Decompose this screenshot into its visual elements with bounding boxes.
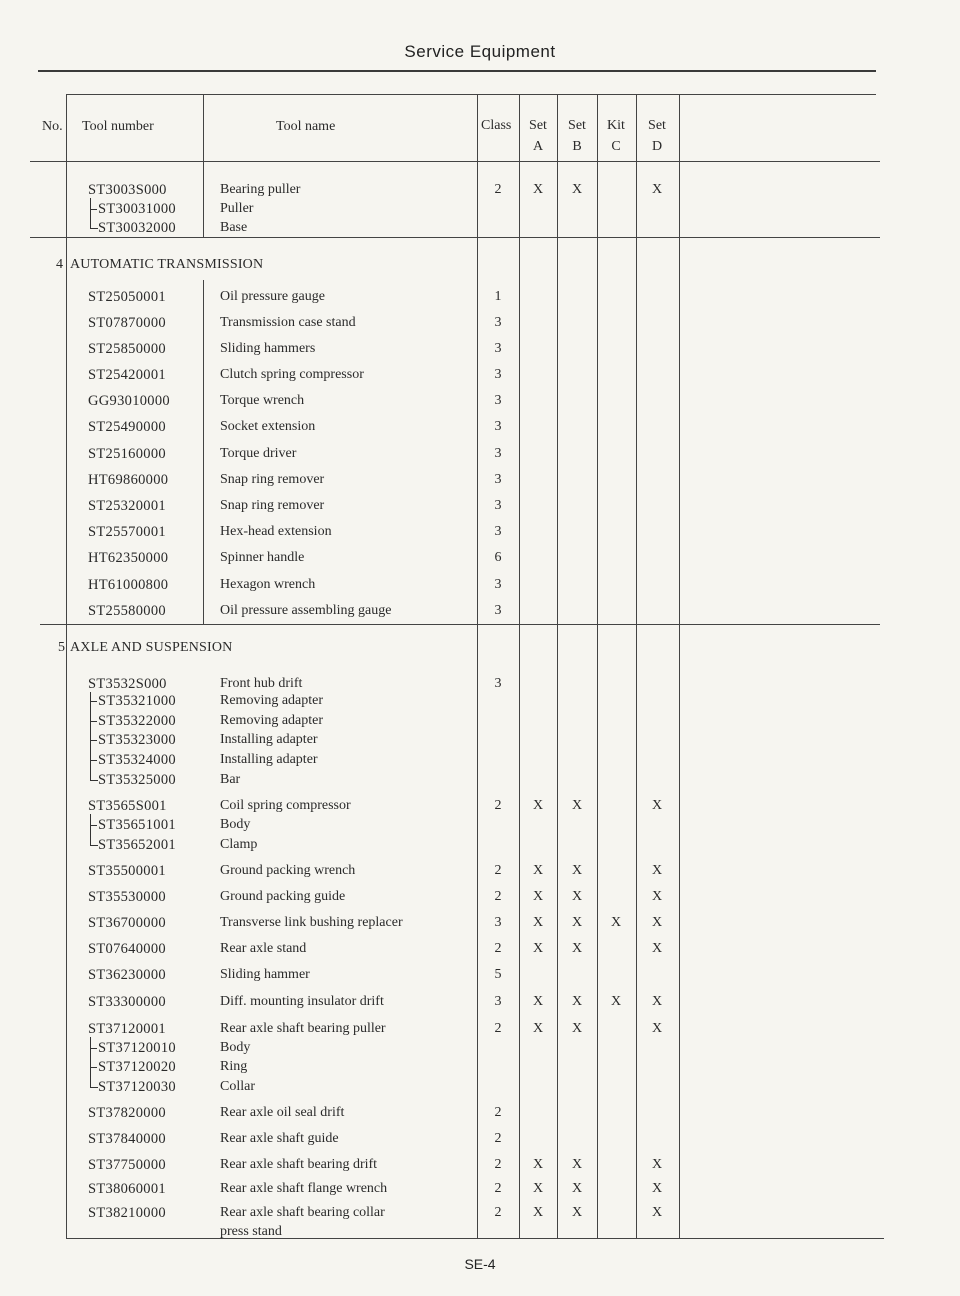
tool-name: Clamp bbox=[220, 837, 258, 852]
class-value: 2 bbox=[494, 1131, 502, 1146]
tool-number: ST25050001 bbox=[88, 289, 166, 305]
class-value: 2 bbox=[494, 182, 502, 197]
tool-name: Front hub drift bbox=[220, 676, 303, 691]
class-value: 3 bbox=[494, 446, 502, 461]
set-mark: X bbox=[571, 798, 583, 813]
tree-connector bbox=[90, 814, 98, 846]
header-set-d: Set bbox=[648, 118, 666, 133]
tool-name: Snap ring remover bbox=[220, 472, 325, 487]
class-value: 2 bbox=[494, 1205, 502, 1220]
tool-number: ST07640000 bbox=[88, 941, 166, 957]
set-mark: X bbox=[651, 1205, 663, 1220]
section-title: AUTOMATIC TRANSMISSION bbox=[70, 257, 264, 272]
set-mark: X bbox=[532, 863, 544, 878]
tool-number: ST25580000 bbox=[88, 603, 166, 619]
tool-number: ST35500001 bbox=[88, 863, 166, 879]
table-bottom-rule bbox=[66, 1238, 884, 1239]
tool-name: Bar bbox=[220, 772, 241, 787]
tool-number: ST37750000 bbox=[88, 1157, 166, 1173]
class-value: 3 bbox=[494, 498, 502, 513]
class-value: 2 bbox=[494, 1021, 502, 1036]
class-value: 1 bbox=[494, 289, 502, 304]
class-value: 3 bbox=[494, 994, 502, 1009]
tool-number: ST37120001 bbox=[88, 1021, 166, 1037]
header-no: No. bbox=[42, 119, 63, 134]
set-mark: X bbox=[532, 1157, 544, 1172]
group-rule-5 bbox=[40, 624, 880, 625]
set-mark: X bbox=[651, 1157, 663, 1172]
tool-name: Socket extension bbox=[220, 419, 316, 434]
set-mark: X bbox=[532, 941, 544, 956]
col-divider-end bbox=[679, 94, 680, 1238]
col-divider-setd bbox=[636, 94, 637, 1238]
class-value: 3 bbox=[494, 524, 502, 539]
section-number: 5 bbox=[58, 640, 66, 655]
col-divider-name bbox=[203, 280, 204, 624]
set-mark: X bbox=[651, 182, 663, 197]
page-title: Service Equipment bbox=[404, 42, 556, 61]
tool-number: ST37840000 bbox=[88, 1131, 166, 1147]
tool-number: ST35323000 bbox=[98, 732, 176, 748]
tool-name: Bearing puller bbox=[220, 182, 301, 197]
tool-number: HT69860000 bbox=[88, 472, 169, 488]
col-divider-setb bbox=[557, 94, 558, 1238]
tool-number: HT62350000 bbox=[88, 550, 169, 566]
set-mark: X bbox=[571, 1021, 583, 1036]
set-mark: X bbox=[571, 889, 583, 904]
tool-name: Torque wrench bbox=[220, 393, 305, 408]
tool-name: Transverse link bushing replacer bbox=[220, 915, 403, 930]
tool-number: ST37120010 bbox=[98, 1040, 176, 1056]
set-mark: X bbox=[571, 1181, 583, 1196]
header-kit-c: Kit bbox=[607, 118, 625, 133]
header-set-b: Set bbox=[568, 118, 586, 133]
class-value: 3 bbox=[494, 676, 502, 691]
tree-connector bbox=[90, 692, 98, 781]
tool-name: Collar bbox=[220, 1079, 255, 1094]
tool-name: Puller bbox=[220, 201, 254, 216]
tool-number: ST25320001 bbox=[88, 498, 166, 514]
set-mark: X bbox=[651, 889, 663, 904]
class-value: 3 bbox=[494, 315, 502, 330]
col-divider-seta bbox=[519, 94, 520, 1238]
tree-connector bbox=[90, 1037, 98, 1088]
tool-name: Hexagon wrench bbox=[220, 577, 316, 592]
tool-number: ST25570001 bbox=[88, 524, 166, 540]
tool-number: ST37120030 bbox=[98, 1079, 176, 1095]
tool-name: Rear axle shaft flange wrench bbox=[220, 1181, 388, 1196]
class-value: 3 bbox=[494, 367, 502, 382]
group-rule-4 bbox=[30, 237, 880, 238]
tool-name: Body bbox=[220, 817, 251, 832]
header-kit-c-letter: C bbox=[611, 139, 621, 154]
class-value: 6 bbox=[494, 550, 502, 565]
set-mark: X bbox=[651, 1181, 663, 1196]
section-title: AXLE AND SUSPENSION bbox=[70, 640, 233, 655]
header-set-d-letter: D bbox=[651, 139, 663, 154]
tree-connector bbox=[90, 198, 98, 229]
set-mark: X bbox=[532, 915, 544, 930]
class-value: 2 bbox=[494, 1181, 502, 1196]
tool-name: Coil spring compressor bbox=[220, 798, 351, 813]
set-mark: X bbox=[532, 1181, 544, 1196]
set-mark: X bbox=[651, 915, 663, 930]
set-mark: X bbox=[651, 941, 663, 956]
class-value: 2 bbox=[494, 863, 502, 878]
set-mark: X bbox=[571, 182, 583, 197]
header-set-b-letter: B bbox=[572, 139, 582, 154]
tool-name: Torque driver bbox=[220, 446, 297, 461]
tool-name: Rear axle stand bbox=[220, 941, 307, 956]
header-tool-number: Tool number bbox=[82, 119, 154, 134]
tool-name: Rear axle shaft bearing drift bbox=[220, 1157, 378, 1172]
set-mark: X bbox=[651, 863, 663, 878]
class-value: 2 bbox=[494, 1105, 502, 1120]
tool-number: ST3565S001 bbox=[88, 798, 167, 814]
col-divider-class bbox=[477, 94, 478, 1238]
class-value: 3 bbox=[494, 603, 502, 618]
set-mark: X bbox=[532, 798, 544, 813]
tool-number: ST25850000 bbox=[88, 341, 166, 357]
tool-number: ST37120020 bbox=[98, 1059, 176, 1075]
tool-number: ST35324000 bbox=[98, 752, 176, 768]
header-tool-name: Tool name bbox=[276, 119, 336, 134]
header-set-a: Set bbox=[529, 118, 547, 133]
tool-number: GG93010000 bbox=[88, 393, 170, 409]
tool-name: press stand bbox=[220, 1224, 282, 1239]
tool-name: Rear axle oil seal drift bbox=[220, 1105, 345, 1120]
tool-name: Sliding hammer bbox=[220, 967, 310, 982]
class-value: 2 bbox=[494, 798, 502, 813]
tool-number: ST37820000 bbox=[88, 1105, 166, 1121]
tool-name: Body bbox=[220, 1040, 251, 1055]
tool-name: Oil pressure assembling gauge bbox=[220, 603, 392, 618]
tool-name: Ring bbox=[220, 1059, 248, 1074]
set-mark: X bbox=[571, 915, 583, 930]
class-value: 3 bbox=[494, 393, 502, 408]
tool-number: ST36230000 bbox=[88, 967, 166, 983]
tool-number: ST38210000 bbox=[88, 1205, 166, 1221]
tool-name: Removing adapter bbox=[220, 693, 324, 708]
tool-name: Hex-head extension bbox=[220, 524, 332, 539]
tool-number: ST3532S000 bbox=[88, 676, 167, 692]
tool-name: Installing adapter bbox=[220, 732, 318, 747]
col-divider-kitc bbox=[597, 94, 598, 1238]
class-value: 2 bbox=[494, 941, 502, 956]
tool-name: Snap ring remover bbox=[220, 498, 325, 513]
class-value: 3 bbox=[494, 472, 502, 487]
set-mark: X bbox=[571, 994, 583, 1009]
tool-name: Sliding hammers bbox=[220, 341, 316, 356]
tool-number: ST38060001 bbox=[88, 1181, 166, 1197]
set-mark: X bbox=[651, 798, 663, 813]
set-mark: X bbox=[532, 994, 544, 1009]
tool-name: Diff. mounting insulator drift bbox=[220, 994, 384, 1009]
tool-name: Ground packing wrench bbox=[220, 863, 356, 878]
tool-number: ST25490000 bbox=[88, 419, 166, 435]
tool-number: ST35651001 bbox=[98, 817, 176, 833]
title-rule bbox=[38, 70, 876, 72]
set-mark: X bbox=[571, 941, 583, 956]
set-mark: X bbox=[610, 915, 622, 930]
tool-name: Rear axle shaft bearing puller bbox=[220, 1021, 386, 1036]
set-mark: X bbox=[651, 994, 663, 1009]
tool-number: ST07870000 bbox=[88, 315, 166, 331]
set-mark: X bbox=[610, 994, 622, 1009]
tool-number: ST30031000 bbox=[98, 201, 176, 217]
set-mark: X bbox=[571, 1205, 583, 1220]
set-mark: X bbox=[532, 1021, 544, 1036]
header-bottom-rule bbox=[30, 161, 880, 162]
tool-name: Installing adapter bbox=[220, 752, 318, 767]
tool-number: ST36700000 bbox=[88, 915, 166, 931]
col-divider-no bbox=[66, 94, 67, 1238]
tool-name: Rear axle shaft bearing collar bbox=[220, 1205, 385, 1220]
set-mark: X bbox=[651, 1021, 663, 1036]
col-divider-name bbox=[203, 94, 204, 237]
header-top-rule bbox=[66, 94, 876, 95]
tool-number: ST33300000 bbox=[88, 994, 166, 1010]
class-value: 3 bbox=[494, 915, 502, 930]
set-mark: X bbox=[532, 1205, 544, 1220]
tool-name: Base bbox=[220, 220, 248, 235]
class-value: 3 bbox=[494, 577, 502, 592]
tool-number: ST35530000 bbox=[88, 889, 166, 905]
tool-name: Spinner handle bbox=[220, 550, 305, 565]
header-set-a-letter: A bbox=[532, 139, 544, 154]
class-value: 2 bbox=[494, 889, 502, 904]
set-mark: X bbox=[532, 182, 544, 197]
tool-number: ST35325000 bbox=[98, 772, 176, 788]
tool-number: ST35652001 bbox=[98, 837, 176, 853]
page-number: SE-4 bbox=[464, 1256, 496, 1272]
tool-number: ST30032000 bbox=[98, 220, 176, 236]
tool-number: ST3003S000 bbox=[88, 182, 167, 198]
tool-name: Transmission case stand bbox=[220, 315, 356, 330]
header-class: Class bbox=[481, 118, 512, 133]
section-number: 4 bbox=[56, 257, 64, 272]
tool-number: HT61000800 bbox=[88, 577, 169, 593]
tool-name: Removing adapter bbox=[220, 713, 324, 728]
set-mark: X bbox=[532, 889, 544, 904]
tool-name: Ground packing guide bbox=[220, 889, 346, 904]
tool-name: Rear axle shaft guide bbox=[220, 1131, 339, 1146]
class-value: 3 bbox=[494, 341, 502, 356]
tool-name: Clutch spring compressor bbox=[220, 367, 364, 382]
tool-number: ST25160000 bbox=[88, 446, 166, 462]
tool-number: ST35321000 bbox=[98, 693, 176, 709]
class-value: 2 bbox=[494, 1157, 502, 1172]
set-mark: X bbox=[571, 1157, 583, 1172]
tool-name: Oil pressure gauge bbox=[220, 289, 325, 304]
set-mark: X bbox=[571, 863, 583, 878]
tool-number: ST35322000 bbox=[98, 713, 176, 729]
class-value: 3 bbox=[494, 419, 502, 434]
class-value: 5 bbox=[494, 967, 502, 982]
tool-number: ST25420001 bbox=[88, 367, 166, 383]
